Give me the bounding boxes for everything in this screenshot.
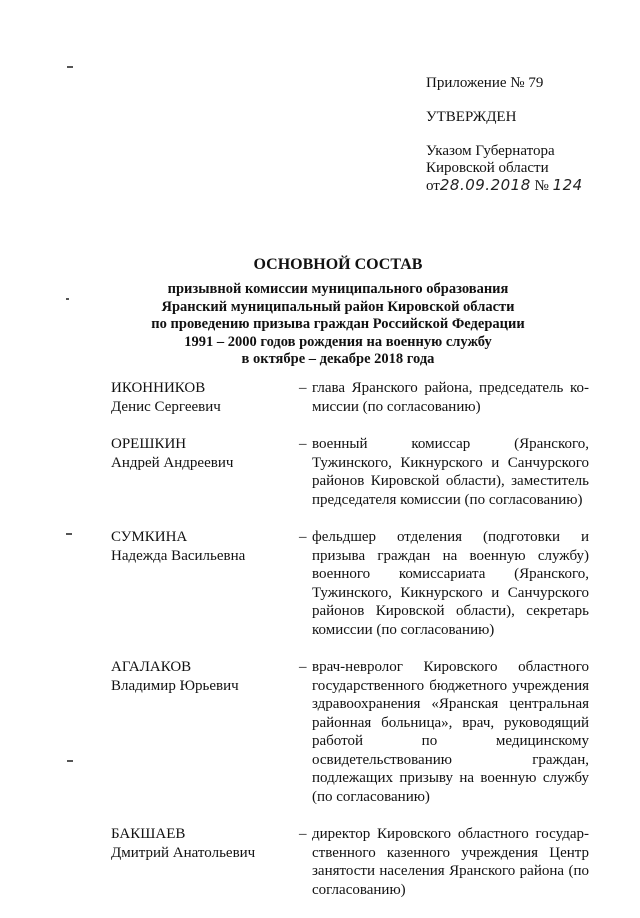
member-entry [111,435,589,509]
member-dash: – [299,380,307,396]
member-role: врач-невролог Кировского областного государственного бюджетного учреждения здравоохранения «Яранская центральная районная больница», врач, руководящий работой по медицинскому освидетельствованию граждан, подлежащих призыву на военную службу (по согласованию) [312,659,589,805]
member-entry [111,658,589,806]
decree-number: 124 [552,176,583,194]
title-line: Яранский муниципальный район Кировской области [161,298,515,315]
member-role: военный комиссар (Яранского, Тужинского, Кикнурского и Санчурского районов Кировской области), заместитель председателя комиссии (по согласованию) [312,436,589,508]
scan-mark [66,298,69,300]
approval-block [426,75,626,195]
decree-line-2: Кировской области [426,160,549,176]
member-entry [111,379,589,416]
member-surname: АГАЛАКОВ [111,659,192,675]
title-line: 1991 – 2000 годов рождения на военную службу [184,333,492,350]
member-dash: – [299,826,307,842]
member-entry [111,825,589,899]
title-main: ОСНОВНОЙ СОСТАВ [253,256,423,273]
from-prefix: от [426,178,440,194]
scan-mark [67,66,73,68]
member-dash: – [299,659,307,675]
member-entry [111,528,589,639]
member-given-names: Владимир Юрьевич [111,677,239,694]
member-dash: – [299,529,307,545]
document-title [90,255,586,369]
member-name [111,435,291,472]
member-name [111,379,291,416]
member-role: глава Яранского района, председатель комиссии (по согласованию) [312,380,589,415]
member-name [111,528,291,565]
title-line: по проведению призыва граждан Российской Федерации [151,316,525,332]
member-dash: – [299,436,307,452]
member-surname: ИКОННИКОВ [111,380,206,396]
member-given-names: Надежда Васильевна [111,547,246,564]
title-line: призывной комиссии муниципального образования [167,281,509,297]
member-surname: БАКШАЕВ [111,826,186,842]
member-role: директор Кировского областного государственного казенного учреждения Центр занятости населения Яранского района (по согласованию) [312,826,589,898]
member-given-names: Денис Сергеевич [111,398,221,415]
member-role: фельдшер отделения (подготовки и призыва граждан на военную службу) военного комиссариата (Яранского, Тужинского, Кикнурского и Санчурского районов Кировской области), секретарь комиссии (по согласованию) [312,529,589,638]
appendix-number: Приложение № 79 [426,75,544,91]
approved-label: УТВЕРЖДЕН [426,109,517,125]
member-surname: СУМКИНА [111,529,188,545]
scan-mark [66,533,72,535]
member-name [111,825,291,862]
member-list [111,379,589,918]
scan-mark [67,760,73,762]
decree-date-line [426,177,626,195]
decree-date: 28.09.2018 [439,176,531,194]
number-prefix: № [534,178,549,194]
member-given-names: Андрей Андреевич [111,454,234,471]
title-line: в октябре – декабре 2018 года [241,351,435,367]
member-given-names: Дмитрий Анатольевич [111,844,256,861]
member-surname: ОРЕШКИН [111,436,187,452]
member-name [111,658,291,695]
decree-line-1: Указом Губернатора [426,143,555,159]
